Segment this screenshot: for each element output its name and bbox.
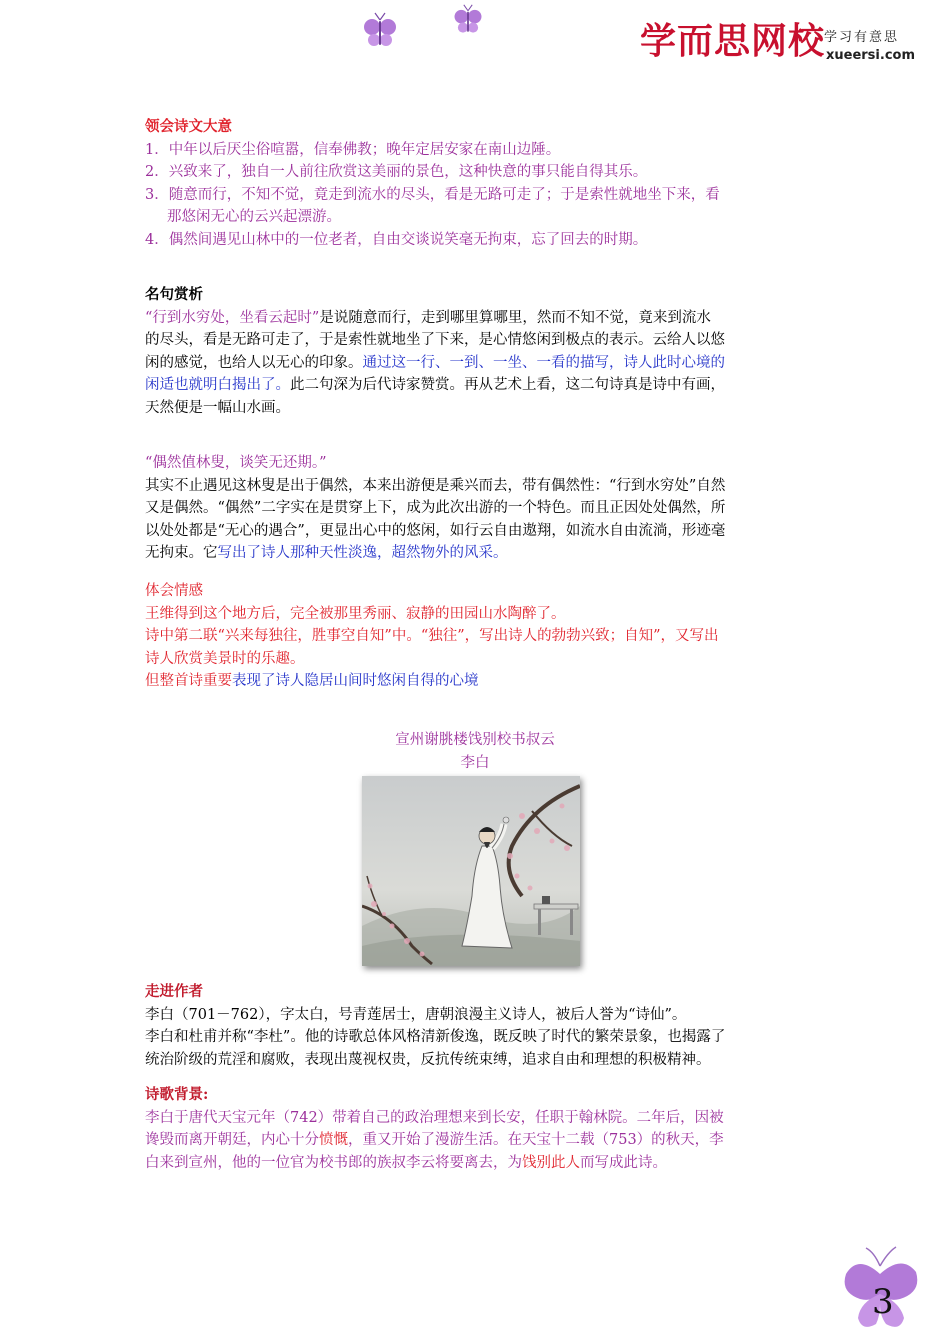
section-emotion <box>145 580 813 693</box>
paragraph-line: 天然便是一幅山水画。 <box>145 399 290 416</box>
brand-url: xueersi.com <box>826 48 916 63</box>
section-meaning <box>145 116 813 251</box>
body-text: 但整首诗重要 <box>145 673 232 689</box>
body-text: ，重又开始了漫游生活。在天宝十二载（753）的秋天，李 <box>348 1132 724 1148</box>
painting-image <box>362 776 580 966</box>
highlight-text: 饯别此人 <box>522 1154 580 1171</box>
paragraph-line <box>145 352 813 375</box>
poem-title: 宣州谢朓楼饯别校书叔云 <box>395 732 555 748</box>
butterfly-icon <box>452 4 484 36</box>
section-author <box>145 981 813 1071</box>
highlight-text: 愤慨 <box>319 1132 348 1148</box>
brand-logo: 学而思网校 <box>640 21 826 62</box>
paragraph-line: 王维得到这个地方后，完全被那里秀丽、寂静的田园山水陶醉了。 <box>145 605 566 622</box>
body-text: 白来到宣州，他的一位官为校书郎的族叔李云将要离去，为 <box>145 1154 522 1171</box>
body-text: 谗毁而离开朝廷，内心十分 <box>145 1132 319 1148</box>
paragraph-line <box>145 374 813 397</box>
paragraph-line: 诗人欣赏美景时的乐趣。 <box>145 650 305 667</box>
list-item: 3．随意而行，不知不觉，竟走到流水的尽头，看是无路可走了；于是索性就地坐下来，看 <box>145 186 720 203</box>
section-background <box>145 1084 813 1174</box>
paragraph-line: 诗中第二联“兴来每独往，胜事空自知”中。“独往”，写出诗人的勃勃兴致；自知”，又写出 <box>145 628 719 644</box>
section-encounter <box>145 452 813 565</box>
butterfly-icon <box>362 12 398 50</box>
body-text: 是说随意而行，走到哪里算哪里，然而不知不觉，竟来到流水 <box>319 309 711 326</box>
body-text: 而写成此诗。 <box>580 1154 667 1171</box>
section-title: 体会情感 <box>145 583 203 599</box>
brand-tagline: 学习有意思 <box>824 30 900 45</box>
paragraph-line <box>145 670 813 693</box>
paragraph-line: 李白和杜甫并称“李杜”。他的诗歌总体风格清新俊逸，既反映了时代的繁荣景象，也揭露了 <box>145 1029 726 1045</box>
quote-text: “行到水穷处，坐看云起时” <box>145 309 320 326</box>
li-bai-painting <box>362 776 580 966</box>
paragraph-line: 统治阶级的荒淫和腐败，表现出蔑视权贵，反抗传统束缚，追求自由和理想的积极精神。 <box>145 1051 711 1068</box>
paragraph-line: 又是偶然。“偶然”二字实在是贯穿上下，成为此次出游的一个特色。而且正因处处偶然，所 <box>145 500 726 516</box>
section-title: 名句赏析 <box>145 286 203 303</box>
paragraph-line: 李白（701－762），字太白，号青莲居士，唐朝浪漫主义诗人，被后人誉为“诗仙”。 <box>145 1006 687 1023</box>
list-item: 那悠闲无心的云兴起漂游。 <box>167 209 341 225</box>
body-text: 无拘束。它 <box>145 545 218 561</box>
list-item: 1．中年以后厌尘俗喧嚣，信奉佛教；晚年定居安家在南山边陲。 <box>145 141 561 158</box>
quote-heading: “偶然值林叟，谈笑无还期。” <box>145 455 327 471</box>
highlight-text: 写出了诗人那种天性淡逸，超然物外的风采。 <box>217 545 508 561</box>
poem-author: 李白 <box>460 754 490 771</box>
paragraph-line: 的尽头，看是无路可走了，于是索性就地坐了下来，是心情悠闲到极点的表示。云给人以悠 <box>145 332 725 348</box>
section-title: 领会诗文大意 <box>145 118 232 135</box>
paragraph-line: 以处处都是“无心的遇合”，更显出心中的悠闲，如行云自由遨翔，如流水自由流淌，形迹毫 <box>145 522 726 539</box>
list-item: 2．兴致来了，独自一人前往欣赏这美丽的景色，这种快意的事只能自得其乐。 <box>145 164 648 180</box>
body-text: 此二句深为后代诗家赞赏。再从艺术上看，这二句诗真是诗中有画， <box>290 377 725 393</box>
paragraph-line <box>145 307 813 330</box>
highlight-text: 表现了诗人隐居山间时悠闲自得的心境 <box>232 673 479 689</box>
paragraph-line: 李白于唐代天宝元年（742）带着自己的政治理想来到长安，任职于翰林院。二年后，因被 <box>145 1109 724 1126</box>
paragraph-line: 其实不止遇见这林叟是出于偶然，本来出游便是乘兴而去，带有偶然性：“行到水穷处”自然 <box>145 477 726 494</box>
section-title: 走进作者 <box>145 983 203 1000</box>
highlight-text: 通过这一行、一到、一坐、一看的描写，诗人此时心境的 <box>362 354 725 371</box>
section-title: 诗歌背景: <box>145 1086 209 1103</box>
body-text: 闲的感觉，也给人以无心的印象。 <box>145 354 363 371</box>
paragraph-line <box>145 542 813 565</box>
list-item: 4．偶然间遇见山林中的一位老者，自由交谈说笑毫无拘束，忘了回去的时期。 <box>145 231 648 248</box>
page-number: 3 <box>872 1282 894 1322</box>
section-famous-lines <box>145 284 813 419</box>
paragraph-line <box>145 1152 813 1175</box>
highlight-text: 闲适也就明白揭出了。 <box>145 377 290 393</box>
paragraph-line <box>145 1129 813 1152</box>
poem-heading <box>145 729 805 774</box>
